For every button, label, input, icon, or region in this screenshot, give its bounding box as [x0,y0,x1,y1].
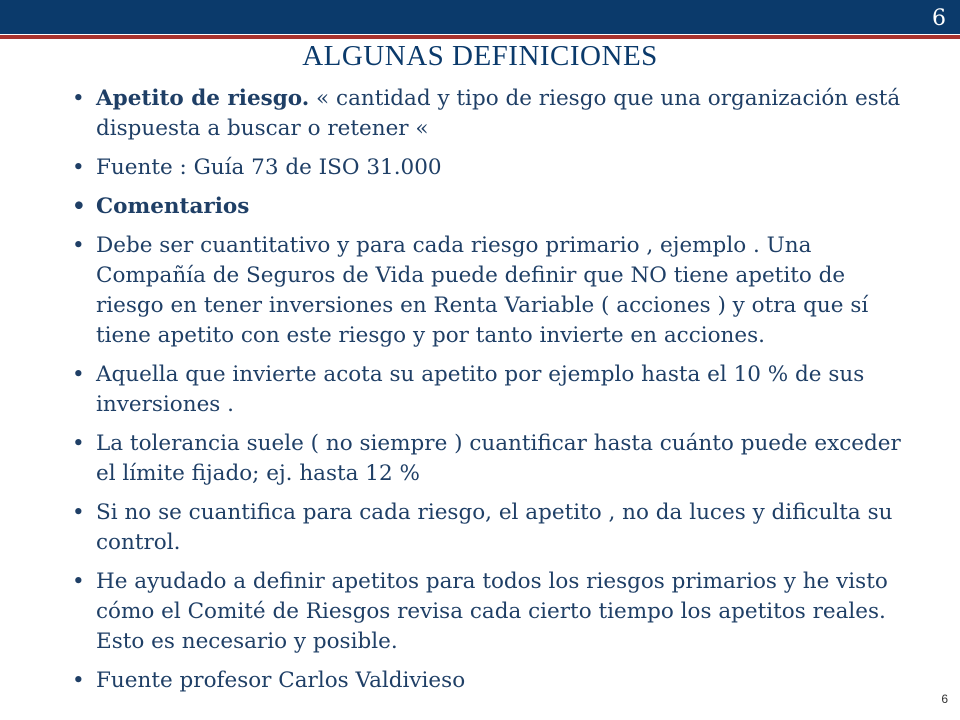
bullet-source-iso: • Fuente : Guía 73 de ISO 31.000 [62,153,912,183]
bullet-comments-heading: • Comentarios [62,192,912,222]
bullet-source-professor: • Fuente profesor Carlos Valdivieso [62,666,912,696]
page-number: 6 [941,692,948,706]
bullet-quantitative: • Debe ser cuantitativo y para cada riesgo primario , ejemplo . Una Compañía de Seguros de Vida puede definir que NO tiene apetito de riesgo en tener inversiones en Renta Variable ( acciones ) y otra que sí tiene apetito con este riesgo y por tanto invierte en acciones. [62,231,912,351]
header-accent-line [0,35,960,39]
bullet-tolerance: • La tolerancia suele ( no siempre ) cuantificar hasta cuánto puede exceder el límite fijado; ej. hasta 12 % [62,429,912,489]
term-apetito-de-riesgo: Apetito de riesgo. [96,86,310,111]
header-bar [0,0,960,34]
bullet-list [62,84,912,705]
bullet-limit-example: • Aquella que invierte acota su apetito por ejemplo hasta el 10 % de sus inversiones . [62,360,912,420]
bullet-appetite-definition [62,84,912,144]
slide-number-top: 6 [932,6,946,31]
definition-text: « cantidad y tipo de riesgo que una organización está dispuesta a buscar o retener « [96,86,901,141]
slide-title: ALGUNAS DEFINICIONES [302,40,658,72]
bullet-experience: • He ayudado a definir apetitos para todos los riesgos primarios y he visto cómo el Comité de Riesgos revisa cada cierto tiempo los apetitos reales. Esto es necesario y posible. [62,567,912,657]
bullet-quantify-control: • Si no se cuantifica para cada riesgo, el apetito , no da luces y dificulta su control. [62,498,912,558]
